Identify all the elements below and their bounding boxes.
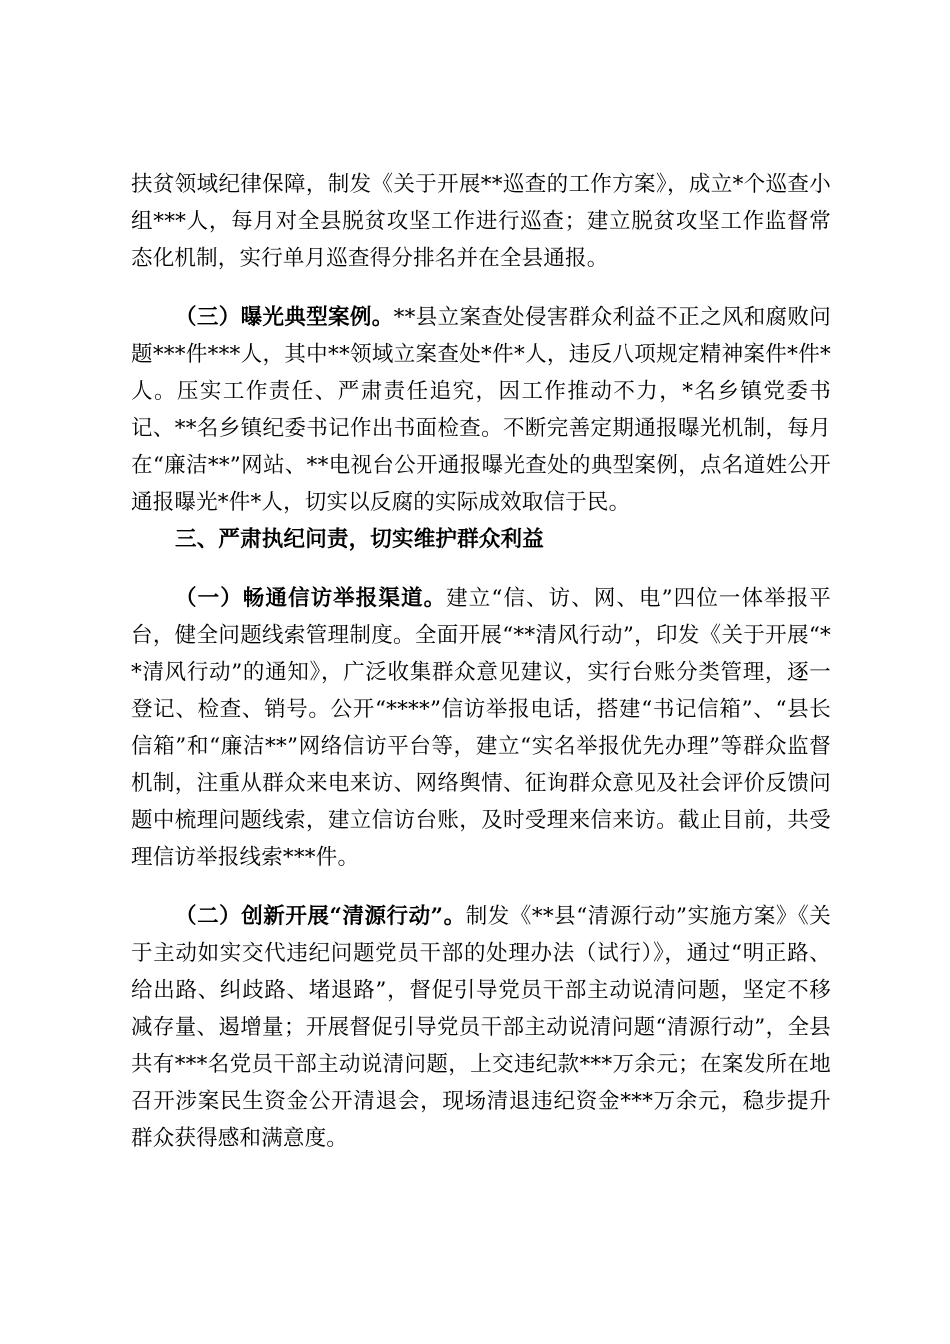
paragraph-text: 制发《**县“清源行动”实施方案》《关于主动如实交代违纪问题党员干部的处理办法（试行）》，通过“明正路、给出路、纠歧路、堵退路”，督促引导党员干部主动说清问题，坚定不移减存量、遏增量；开展督促引导党员干部主动说清问题“清源行动”，全县共有***名党员干部主动说清问题，上交违纪款***万余元；在案发所在地召开涉案民生资金公开清退会，现场清退违纪资金***万余元，稳步提升群众获得感和满意度。 [131, 904, 831, 1151]
document-body [131, 166, 831, 1157]
paragraph-text: **县立案查处侵害群众利益不正之风和腐败问题***件***人，其中**领域立案查处*件*人，违反八项规定精神案件*件*人。压实工作责任、严肃责任追究，因工作推动不力，*名乡镇党委书记、**名乡镇纪委书记作出书面检查。不断完善定期通报曝光机制，每月在“廉洁**”网站、**电视台公开通报曝光查处的典型案例，点名道姓公开通报曝光*件*人，切实以反腐的实际成效取信于民。 [131, 305, 831, 515]
paragraph-discipline-guarantee [131, 166, 831, 277]
paragraph-lead: （二）创新开展“清源行动”。 [175, 904, 466, 929]
paragraph-qingyuan-action [131, 898, 831, 1157]
paragraph-lead: （三）曝光典型案例。 [175, 305, 394, 330]
paragraph-petition-channels [131, 580, 831, 876]
paragraph-expose-cases [131, 299, 831, 521]
paragraph-text: 扶贫领域纪律保障，制发《关于开展**巡查的工作方案》，成立*个巡查小组***人，每月对全县脱贫攻坚工作进行巡查；建立脱贫攻坚工作监督常态化机制，实行单月巡查得分排名并在全县通报。 [131, 172, 831, 271]
paragraph-lead: （一）畅通信访举报渠道。 [175, 586, 447, 611]
section-heading-3: 三、严肃执纪问责，切实维护群众利益 [175, 527, 544, 552]
paragraph-text: 建立“信、访、网、电”四位一体举报平台，健全问题线索管理制度。全面开展“**清风行动”，印发《关于开展“**清风行动”的通知》，广泛收集群众意见建议，实行台账分类管理，逐一登记、检查、销号。公开“****”信访举报电话，搭建“书记信箱”、“县长信箱”和“廉洁**”网络信访平台等，建立“实名举报优先办理”等群众监督机制，注重从群众来电来访、网络舆情、征询群众意见及社会评价反馈问题中梳理问题线索，建立信访台账，及时受理来信来访。截止目前，共受理信访举报线索***件。 [131, 586, 831, 870]
